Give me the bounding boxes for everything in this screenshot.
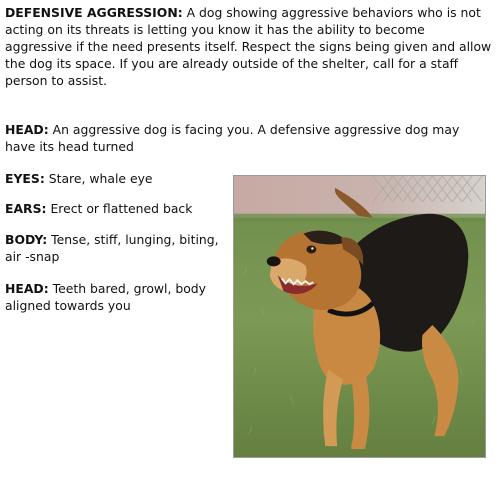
sign-body [5,231,227,265]
dog-photo-icon [234,176,485,457]
sign-label: HEAD: [5,281,49,296]
sign-head-teeth [5,280,227,314]
dog-photo [233,175,486,458]
sign-label: BODY: [5,232,48,247]
sign-text: An aggressive dog is facing you. A defensive aggressive dog may have its head turned [5,122,460,154]
intro-paragraph [5,4,493,89]
sign-label: HEAD: [5,122,49,137]
sign-label: EYES: [5,171,45,186]
sign-text: Erect or flattened back [50,201,193,216]
intro-label: DEFENSIVE AGGRESSION: [5,5,183,20]
sign-head-orientation [5,121,493,155]
sign-ears [5,200,227,217]
intro-text: A dog showing aggressive behaviors who is not acting on its threats is letting you know it has the ability to become aggressive if the need presents itself. Respect the signs being given and allow the dog its space. If you are already outside of the shelter, call for a staff person to assist. [5,5,492,88]
sign-eyes [5,170,227,187]
sign-text: Stare, whale eye [48,171,153,186]
sign-label: EARS: [5,201,47,216]
sign-text: Tense, stiff, lunging, biting, air -snap [5,232,219,264]
sign-text: Teeth bared, growl, body aligned towards you [5,281,206,313]
